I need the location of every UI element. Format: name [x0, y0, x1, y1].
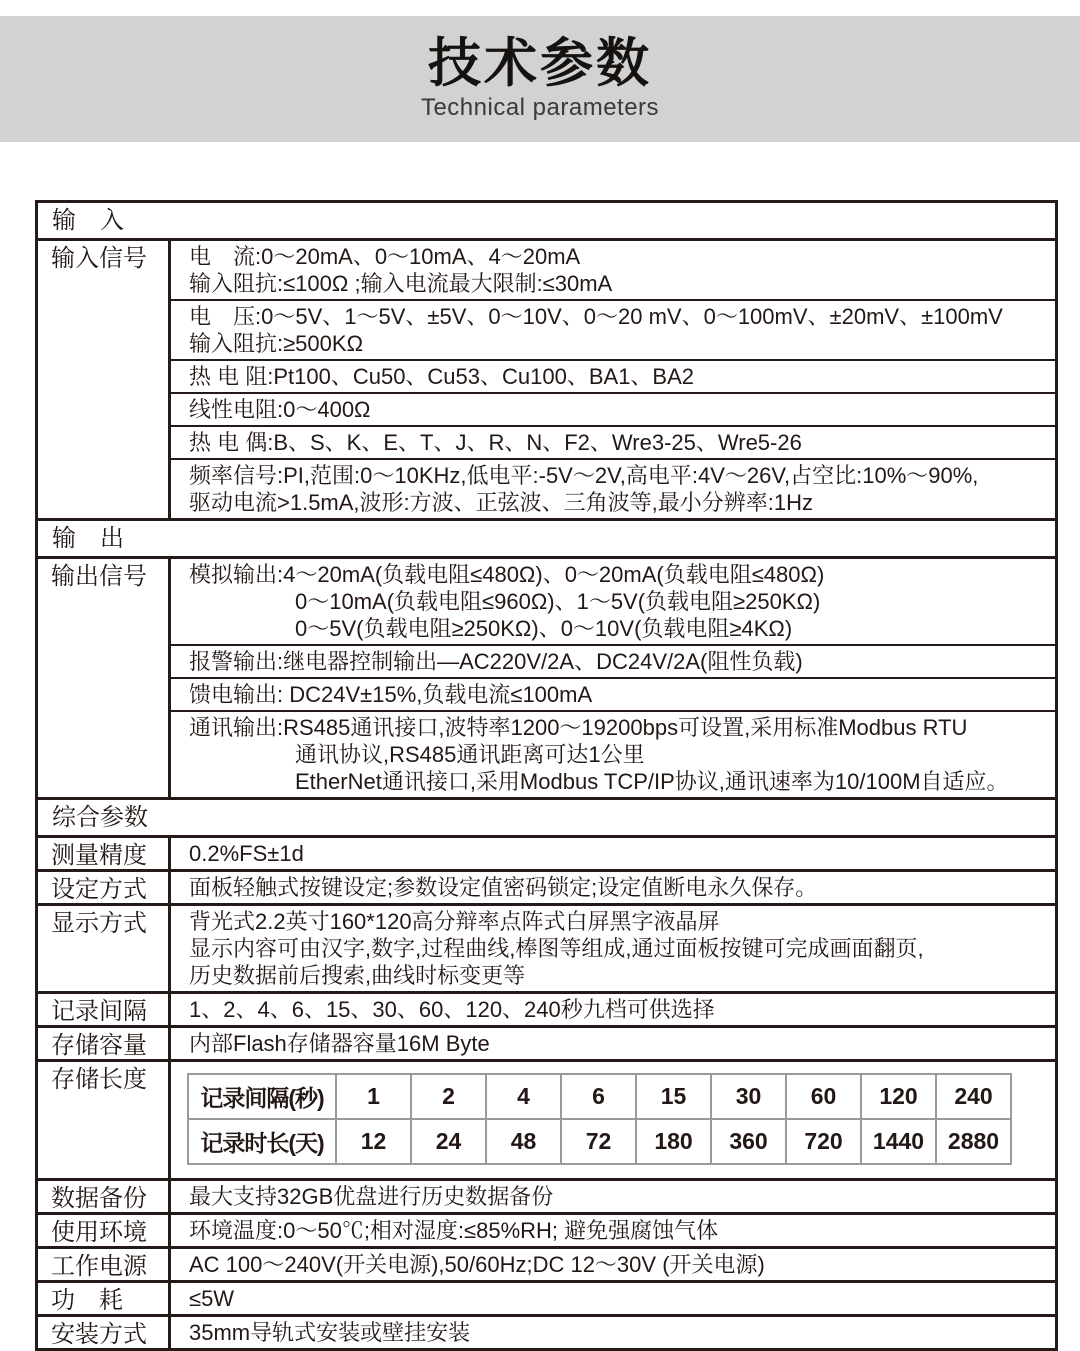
- spec-line: 输入阻抗:≥500KΩ: [189, 331, 364, 356]
- spec-cell: [171, 677, 1055, 710]
- section-row: [38, 203, 1055, 238]
- storage-value-cell: 24: [411, 1119, 486, 1164]
- page-header: [0, 16, 1080, 142]
- spec-line: 馈电输出: DC24V±15%,负载电流≤100mA: [189, 682, 593, 707]
- row-content: [171, 1062, 1055, 1178]
- storage-value-cell: 720: [786, 1119, 861, 1164]
- spec-line: 输入阻抗:≤100Ω ;输入电流最大限制:≤30mA: [189, 271, 613, 296]
- storage-row-header: 记录时长(天): [188, 1119, 336, 1164]
- section-label: 输 入: [52, 207, 124, 234]
- spec-cell: [171, 1028, 1055, 1059]
- storage-value-cell: 180: [636, 1119, 711, 1164]
- page-title: 技术参数: [428, 34, 652, 93]
- spec-cell: [171, 906, 1055, 991]
- table-row: [38, 238, 1055, 518]
- spec-line: EtherNet通讯接口,采用Modbus TCP/IP协议,通讯速率为10/100M自适应。: [295, 769, 1009, 794]
- spec-line: 历史数据前后搜索,曲线时标变更等: [189, 963, 526, 988]
- row-label: 数据备份: [38, 1181, 171, 1212]
- row-content: [171, 1283, 1055, 1314]
- row-label: 记录间隔: [38, 994, 171, 1025]
- table-row: [38, 1059, 1055, 1178]
- section-label: 输 出: [52, 525, 124, 552]
- row-label: 输出信号: [38, 559, 171, 797]
- spec-cell: [171, 710, 1055, 797]
- table-row: [38, 1212, 1055, 1246]
- section-row: [38, 797, 1055, 835]
- spec-line: 频率信号:PI,范围:0～10KHz,低电平:-5V～2V,高电平:4V～26V,占空比:10%～90%,: [189, 463, 979, 488]
- spec-line: 1、2、4、6、15、30、60、120、240秒九档可供选择: [189, 997, 715, 1022]
- spec-line: AC 100～240V(开关电源),50/60Hz;DC 12～30V (开关电源): [189, 1252, 765, 1277]
- spec-cell: [171, 994, 1055, 1025]
- storage-value-cell: 72: [561, 1119, 636, 1164]
- spec-table: [35, 200, 1058, 1351]
- page-subtitle: Technical parameters: [420, 94, 660, 121]
- spec-line: 显示内容可由汉字,数字,过程曲线,棒图等组成,通过面板按键可完成画面翻页,: [189, 936, 924, 961]
- storage-value-cell: 240: [936, 1074, 1011, 1119]
- row-content: [171, 872, 1055, 903]
- row-content: [171, 906, 1055, 991]
- table-row: [38, 1280, 1055, 1314]
- spec-cell: [171, 559, 1055, 644]
- row-content: [171, 994, 1055, 1025]
- storage-value-cell: 2: [411, 1074, 486, 1119]
- table-row: [38, 1314, 1055, 1348]
- row-label: 安装方式: [38, 1317, 171, 1348]
- spec-cell: [171, 1181, 1055, 1212]
- spec-line: 背光式2.2英寸160*120高分辩率点阵式白屏黑字液晶屏: [189, 909, 720, 934]
- table-row: [38, 1178, 1055, 1212]
- row-content: [171, 559, 1055, 797]
- spec-cell: [171, 359, 1055, 392]
- row-content: [171, 1317, 1055, 1348]
- spec-cell: [171, 1249, 1055, 1280]
- page: [0, 16, 1080, 1348]
- row-label: 存储容量: [38, 1028, 171, 1059]
- spec-cell: [171, 1215, 1055, 1246]
- row-content: [171, 1215, 1055, 1246]
- spec-cell: [171, 872, 1055, 903]
- spec-line: 电 压:0～5V、1～5V、±5V、0～10V、0～20 mV、0～100mV、±20mV、±100mV: [189, 304, 1003, 329]
- spec-line: 内部Flash存储器容量16M Byte: [189, 1031, 490, 1056]
- spec-line: 35mm导轨式安装或壁挂安装: [189, 1320, 471, 1345]
- storage-value-cell: 1440: [861, 1119, 936, 1164]
- spec-line: 热 电 偶:B、S、K、E、T、J、R、N、F2、Wre3-25、Wre5-26: [189, 430, 802, 455]
- row-label: 显示方式: [38, 906, 171, 991]
- storage-value-cell: 6: [561, 1074, 636, 1119]
- spec-line: 最大支持32GB优盘进行历史数据备份: [189, 1184, 554, 1209]
- table-row: [38, 556, 1055, 797]
- storage-value-cell: 4: [486, 1074, 561, 1119]
- row-content: [171, 838, 1055, 869]
- storage-row: [188, 1119, 1011, 1164]
- spec-line: 驱动电流>1.5mA,波形:方波、正弦波、三角波等,最小分辨率:1Hz: [189, 490, 814, 515]
- spec-line: 模拟输出:4～20mA(负载电阻≤480Ω)、0～20mA(负载电阻≤480Ω): [189, 562, 825, 587]
- storage-table: [187, 1073, 1012, 1165]
- storage-value-cell: 1: [336, 1074, 411, 1119]
- storage-value-cell: 48: [486, 1119, 561, 1164]
- spec-cell: [171, 644, 1055, 677]
- row-content: [171, 1028, 1055, 1059]
- storage-table-wrap: [171, 1062, 1055, 1178]
- spec-cell: [171, 299, 1055, 359]
- table-row: [38, 835, 1055, 869]
- row-label: 输入信号: [38, 241, 171, 518]
- spec-line: 电 流:0～20mA、0～10mA、4～20mA: [189, 244, 581, 269]
- table-row: [38, 1025, 1055, 1059]
- row-label: 测量精度: [38, 838, 171, 869]
- storage-value-cell: 12: [336, 1119, 411, 1164]
- table-row: [38, 903, 1055, 991]
- spec-cell: [171, 241, 1055, 299]
- storage-row-header: 记录间隔(秒): [188, 1074, 336, 1119]
- spec-cell: [171, 458, 1055, 518]
- row-label: 存储长度: [38, 1062, 171, 1178]
- spec-line: 通讯输出:RS485通讯接口,波特率1200～19200bps可设置,采用标准Modbus RTU: [189, 715, 968, 740]
- storage-row: [188, 1074, 1011, 1119]
- storage-value-cell: 360: [711, 1119, 786, 1164]
- table-row: [38, 991, 1055, 1025]
- row-content: [171, 1181, 1055, 1212]
- spec-cell: [171, 838, 1055, 869]
- storage-value-cell: 2880: [936, 1119, 1011, 1164]
- row-label: 设定方式: [38, 872, 171, 903]
- row-label: 工作电源: [38, 1249, 171, 1280]
- spec-line: 0.2%FS±1d: [189, 841, 304, 866]
- row-label: 功 耗: [38, 1283, 171, 1314]
- table-row: [38, 869, 1055, 903]
- spec-cell: [171, 425, 1055, 458]
- row-label: 使用环境: [38, 1215, 171, 1246]
- spec-cell: [171, 1283, 1055, 1314]
- storage-value-cell: 30: [711, 1074, 786, 1119]
- spec-line: 报警输出:继电器控制输出—AC220V/2A、DC24V/2A(阻性负载): [189, 649, 803, 674]
- spec-line: 热 电 阻:Pt100、Cu50、Cu53、Cu100、BA1、BA2: [189, 364, 695, 389]
- row-content: [171, 241, 1055, 518]
- spec-line: 0～10mA(负载电阻≤960Ω)、1～5V(负载电阻≥250KΩ): [295, 589, 821, 614]
- storage-value-cell: 120: [861, 1074, 936, 1119]
- spec-line: 环境温度:0～50℃;相对湿度:≤85%RH; 避免强腐蚀气体: [189, 1218, 719, 1243]
- spec-cell: [171, 1317, 1055, 1348]
- spec-line: 通讯协议,RS485通讯距离可达1公里: [295, 742, 645, 767]
- spec-cell: [171, 392, 1055, 425]
- section-row: [38, 518, 1055, 556]
- spec-line: 面板轻触式按键设定;参数设定值密码锁定;设定值断电永久保存。: [189, 875, 818, 900]
- spec-line: 0～5V(负载电阻≥250KΩ)、0～10V(负载电阻≥4KΩ): [295, 616, 793, 641]
- spec-line: ≤5W: [189, 1286, 235, 1311]
- section-label: 综合参数: [52, 804, 148, 831]
- spec-line: 线性电阻:0～400Ω: [189, 397, 371, 422]
- storage-value-cell: 15: [636, 1074, 711, 1119]
- table-row: [38, 1246, 1055, 1280]
- storage-value-cell: 60: [786, 1074, 861, 1119]
- row-content: [171, 1249, 1055, 1280]
